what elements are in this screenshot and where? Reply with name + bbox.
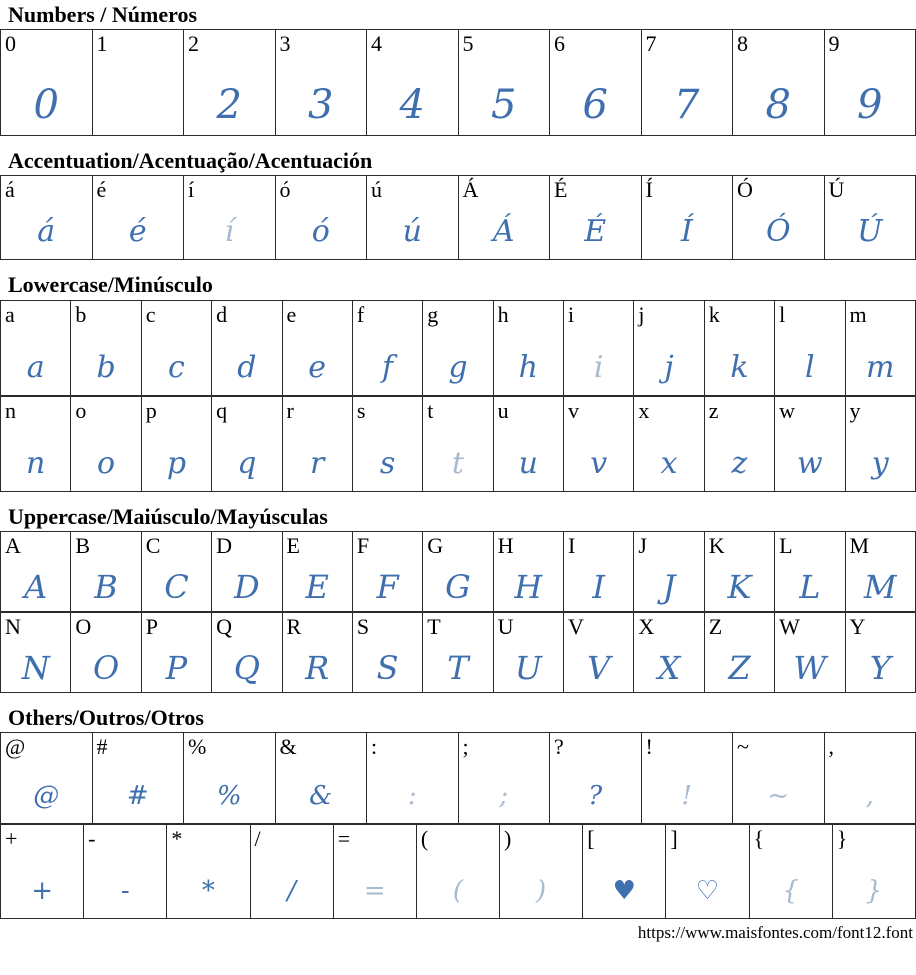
printed-char: w	[779, 397, 796, 423]
glyph-table	[0, 531, 916, 612]
glyph-cell	[634, 396, 704, 491]
printed-char: 0	[5, 31, 16, 57]
handwritten-char: 9	[857, 82, 883, 129]
handwritten-char: U	[514, 648, 542, 687]
glyph-cell	[282, 531, 352, 611]
printed-char: 3	[279, 31, 291, 57]
glyph-cell	[564, 396, 634, 491]
handwritten-char: 4	[399, 82, 425, 129]
handwritten-char: É	[584, 214, 607, 250]
handwritten-char: Á	[492, 214, 515, 250]
printed-char: a	[5, 301, 15, 327]
handwritten-char: o	[97, 445, 116, 481]
printed-char: @	[5, 733, 26, 759]
glyph-cell	[845, 531, 916, 611]
handwritten-char: R	[305, 648, 330, 687]
printed-char: M	[849, 532, 870, 558]
glyph-cell	[282, 396, 352, 491]
glyph-cell	[71, 396, 141, 491]
glyph-cell	[493, 531, 563, 611]
printed-char: Q	[216, 613, 233, 639]
handwritten-char: 7	[674, 82, 700, 129]
glyph-cell	[333, 824, 416, 918]
printed-char: o	[75, 397, 87, 423]
glyph-cell	[458, 176, 550, 260]
handwritten-char: x	[660, 445, 678, 481]
glyph-cell	[458, 732, 550, 823]
glyph-cell	[71, 612, 141, 692]
glyph-cell	[733, 176, 825, 260]
section-accentuation	[0, 149, 916, 260]
handwritten-char: á	[37, 214, 56, 250]
glyph-cell	[84, 824, 167, 918]
glyph-cell	[749, 824, 832, 918]
handwritten-char: K	[727, 567, 752, 606]
handwritten-char: X	[657, 648, 681, 687]
glyph-cell	[704, 396, 774, 491]
printed-char: g	[427, 301, 439, 327]
handwritten-char: }	[865, 875, 883, 906]
printed-char: [	[587, 825, 595, 851]
printed-char: (	[420, 825, 429, 851]
printed-char: %	[188, 733, 207, 759]
printed-char: á	[5, 177, 15, 203]
source-url: https://www.maisfontes.com/font12.font	[637, 922, 913, 942]
printed-char: 8	[737, 31, 748, 57]
handwritten-char: -	[120, 875, 130, 906]
glyph-cell	[282, 612, 352, 692]
printed-char: -	[88, 825, 96, 851]
handwritten-char: E	[305, 567, 329, 606]
handwritten-char: 2	[216, 82, 242, 129]
handwritten-char: V	[587, 648, 611, 687]
glyph-cell	[1, 176, 93, 260]
handwritten-char: ,	[865, 780, 874, 811]
glyph-table	[0, 175, 916, 260]
glyph-cell	[275, 732, 367, 823]
printed-char: 9	[828, 31, 840, 57]
glyph-cell	[824, 176, 916, 260]
section-uppercase	[0, 505, 916, 693]
glyph-cell	[352, 531, 422, 611]
handwritten-char: f	[382, 349, 394, 385]
section-title: Numbers / Números	[8, 2, 198, 27]
glyph-cell	[92, 30, 184, 136]
handwritten-char: 5	[491, 82, 517, 129]
handwritten-char: í	[224, 214, 235, 250]
glyph-cell	[423, 396, 493, 491]
printed-char: :	[371, 733, 378, 759]
printed-char: A	[5, 532, 21, 558]
printed-char: N	[5, 613, 21, 639]
printed-char: j	[638, 301, 645, 327]
glyph-cell	[416, 824, 499, 918]
handwritten-char: S	[376, 648, 399, 687]
handwritten-char: O	[92, 648, 120, 687]
printed-char: 5	[462, 31, 474, 57]
handwritten-char: 0	[33, 82, 59, 129]
handwritten-char: p	[166, 445, 187, 481]
handwritten-char: Y	[869, 648, 891, 687]
printed-char: ,	[828, 733, 834, 759]
printed-char: !	[645, 733, 653, 759]
glyph-cell	[1, 30, 93, 136]
handwritten-char: %	[216, 780, 242, 811]
printed-char: ;	[462, 733, 469, 759]
glyph-cell	[71, 531, 141, 611]
glyph-cell	[92, 176, 184, 260]
glyph-cell	[500, 824, 583, 918]
section-numbers	[0, 3, 916, 136]
printed-char: ~	[737, 733, 749, 759]
printed-char: s	[356, 397, 366, 423]
printed-char: n	[5, 397, 16, 423]
handwritten-char: T	[447, 648, 469, 687]
handwritten-char: D	[233, 567, 260, 606]
handwritten-char: ;	[499, 780, 509, 811]
printed-char: +	[5, 825, 18, 851]
glyph-cell	[1, 732, 93, 823]
glyph-table	[0, 300, 916, 396]
handwritten-char: m	[866, 349, 895, 385]
section-title: Others/Outros/Otros	[8, 704, 204, 730]
glyph-cell	[275, 30, 367, 136]
glyph-cell	[367, 732, 459, 823]
printed-char: y	[849, 397, 861, 423]
printed-char: )	[504, 825, 512, 851]
glyph-cell	[493, 612, 563, 692]
glyph-cell	[1, 531, 71, 611]
glyph-cell	[92, 732, 184, 823]
printed-char: G	[427, 532, 444, 558]
handwritten-char: #	[126, 780, 149, 811]
glyph-cell	[550, 732, 642, 823]
glyph-cell	[733, 732, 825, 823]
glyph-cell	[564, 531, 634, 611]
glyph-cell	[212, 612, 282, 692]
handwritten-char: e	[308, 349, 327, 385]
section-lowercase	[0, 273, 916, 491]
glyph-cell	[212, 531, 282, 611]
handwritten-char: ?	[588, 780, 603, 811]
handwritten-char: L	[799, 567, 821, 606]
handwritten-char: y	[871, 445, 889, 481]
handwritten-char: =	[363, 875, 386, 906]
handwritten-char: C	[164, 567, 189, 606]
printed-char: *	[171, 825, 183, 851]
printed-char: &	[279, 733, 297, 759]
glyph-cell	[704, 612, 774, 692]
handwritten-char: J	[662, 567, 676, 606]
glyph-cell	[282, 300, 352, 395]
glyph-cell	[832, 824, 915, 918]
printed-char: d	[216, 301, 228, 327]
printed-char: J	[638, 532, 647, 558]
glyph-cell	[550, 176, 642, 260]
section-title: Accentuation/Acentuação/Acentuación	[8, 148, 373, 174]
printed-char: b	[75, 301, 87, 327]
printed-char: E	[286, 532, 300, 558]
printed-char: t	[427, 397, 434, 423]
printed-char: r	[286, 397, 294, 423]
glyph-cell	[352, 300, 422, 395]
printed-char: Y	[849, 613, 866, 639]
handwritten-char: )	[536, 875, 547, 906]
glyph-cell	[71, 300, 141, 395]
handwritten-char: g	[448, 349, 468, 385]
glyph-cell	[423, 531, 493, 611]
printed-char: F	[356, 532, 370, 558]
handwritten-char	[93, 125, 184, 135]
printed-char: W	[779, 613, 800, 639]
glyph-cell	[775, 300, 845, 395]
printed-char: ]	[670, 825, 678, 851]
printed-char: ú	[371, 177, 382, 203]
section-others	[0, 706, 916, 919]
glyph-cell	[733, 30, 825, 136]
printed-char: m	[849, 301, 867, 327]
glyph-cell	[141, 531, 211, 611]
printed-char: K	[708, 532, 725, 558]
printed-char: I	[568, 532, 576, 558]
handwritten-char: d	[237, 349, 257, 385]
handwritten-char: k	[730, 349, 749, 385]
printed-char: Ó	[737, 177, 753, 203]
handwritten-char: h	[518, 349, 538, 385]
printed-char: Z	[708, 613, 723, 639]
glyph-cell	[564, 612, 634, 692]
handwritten-char: :	[407, 780, 417, 811]
printed-char: ?	[554, 733, 564, 759]
printed-char: í	[188, 177, 195, 203]
glyph-cell	[1, 300, 71, 395]
handwritten-char: ~	[767, 780, 790, 811]
handwritten-char: ♥	[612, 875, 636, 906]
printed-char: z	[708, 397, 719, 423]
printed-char: c	[145, 301, 156, 327]
glyph-table	[0, 824, 916, 919]
handwritten-char: q	[237, 445, 257, 481]
glyph-cell	[184, 732, 276, 823]
printed-char: Í	[645, 177, 653, 203]
handwritten-char: ú	[402, 214, 422, 250]
glyph-cell	[458, 30, 550, 136]
printed-char: k	[708, 301, 720, 327]
glyph-cell	[641, 732, 733, 823]
printed-char: P	[145, 613, 158, 639]
printed-char: Á	[462, 177, 479, 203]
printed-char: i	[568, 301, 575, 327]
glyph-cell	[423, 612, 493, 692]
handwritten-char: F	[376, 567, 399, 606]
handwritten-char: B	[94, 567, 118, 606]
printed-char: R	[286, 613, 302, 639]
glyph-cell	[641, 176, 733, 260]
handwritten-char: j	[664, 349, 674, 385]
glyph-cell	[550, 30, 642, 136]
glyph-cell	[212, 396, 282, 491]
glyph-cell	[634, 531, 704, 611]
handwritten-char: A	[24, 567, 48, 606]
glyph-cell	[634, 300, 704, 395]
printed-char: S	[356, 613, 370, 639]
glyph-cell	[212, 300, 282, 395]
handwritten-char: 8	[765, 82, 791, 129]
handwritten-char: Í	[680, 214, 693, 250]
printed-char: x	[638, 397, 650, 423]
handwritten-char: r	[310, 445, 325, 481]
printed-char: e	[286, 301, 297, 327]
printed-char: q	[216, 397, 228, 423]
handwritten-char: Z	[728, 648, 751, 687]
glyph-cell	[184, 176, 276, 260]
printed-char: É	[554, 177, 568, 203]
printed-char: é	[96, 177, 107, 203]
glyph-cell	[493, 396, 563, 491]
glyph-cell	[250, 824, 333, 918]
handwritten-char: /	[287, 875, 296, 906]
printed-char: #	[96, 733, 108, 759]
handwritten-char: l	[805, 349, 815, 385]
handwritten-char: z	[731, 445, 748, 481]
glyph-cell	[352, 612, 422, 692]
printed-char: ó	[279, 177, 291, 203]
printed-char: =	[337, 825, 351, 851]
glyph-table	[0, 396, 916, 492]
glyph-cell	[141, 612, 211, 692]
handwritten-char: ♡	[695, 875, 720, 906]
glyph-cell	[704, 300, 774, 395]
printed-char: C	[145, 532, 161, 558]
handwritten-char: s	[379, 445, 396, 481]
handwritten-char: @	[33, 780, 60, 811]
handwritten-char: i	[593, 349, 604, 385]
handwritten-char: *	[201, 875, 215, 906]
printed-char: Ú	[828, 177, 845, 203]
glyph-cell	[1, 824, 84, 918]
glyph-cell	[493, 300, 563, 395]
glyph-cell	[845, 396, 916, 491]
glyph-cell	[352, 396, 422, 491]
glyph-cell	[141, 396, 211, 491]
printed-char: p	[145, 397, 157, 423]
handwritten-char: !	[681, 780, 692, 811]
printed-char: U	[497, 613, 514, 639]
glyph-cell	[666, 824, 749, 918]
printed-char: /	[254, 825, 261, 851]
printed-char: {	[753, 825, 765, 851]
handwritten-char: w	[796, 445, 823, 481]
printed-char: X	[638, 613, 655, 639]
glyph-cell	[367, 30, 459, 136]
printed-char: }	[836, 825, 848, 851]
printed-char: l	[779, 301, 786, 327]
printed-char: 6	[554, 31, 565, 57]
glyph-cell	[845, 612, 916, 692]
handwritten-char: I	[592, 567, 605, 606]
glyph-cell	[704, 531, 774, 611]
handwritten-char: P	[165, 648, 188, 687]
handwritten-char: é	[128, 214, 147, 250]
glyph-table	[0, 612, 916, 693]
glyph-cell	[775, 612, 845, 692]
printed-char: D	[216, 532, 233, 558]
printed-char: V	[568, 613, 584, 639]
printed-char: H	[497, 532, 514, 558]
glyph-cell	[641, 30, 733, 136]
glyph-cell	[564, 300, 634, 395]
handwritten-char: +	[31, 875, 53, 906]
glyph-cell	[184, 30, 276, 136]
handwritten-char: &	[309, 780, 333, 811]
handwritten-char: M	[863, 567, 897, 606]
printed-char: 7	[645, 31, 657, 57]
handwritten-char: a	[26, 349, 45, 385]
handwritten-char: W	[793, 648, 827, 687]
handwritten-char: v	[590, 445, 608, 481]
glyph-cell	[1, 396, 71, 491]
printed-char: B	[75, 532, 91, 558]
handwritten-char: G	[445, 567, 471, 606]
glyph-cell	[824, 30, 916, 136]
glyph-cell	[583, 824, 666, 918]
handwritten-char: H	[514, 567, 543, 606]
printed-char: h	[497, 301, 509, 327]
printed-char: 1	[96, 31, 108, 57]
section-title: Lowercase/Minúsculo	[8, 272, 213, 298]
printed-char: T	[427, 613, 441, 639]
glyph-cell	[845, 300, 916, 395]
glyph-table	[0, 732, 916, 824]
glyph-cell	[775, 396, 845, 491]
handwritten-char: (	[452, 875, 464, 906]
printed-char: v	[568, 397, 579, 423]
glyph-cell	[367, 176, 459, 260]
printed-char: u	[497, 397, 509, 423]
handwritten-char: t	[451, 445, 464, 481]
handwritten-char: N	[21, 648, 50, 687]
glyph-cell	[824, 732, 916, 823]
handwritten-char: n	[26, 445, 46, 481]
printed-char: 4	[371, 31, 382, 57]
glyph-cell	[775, 531, 845, 611]
glyph-cell	[167, 824, 250, 918]
handwritten-char: Ú	[857, 214, 883, 250]
handwritten-char: 3	[308, 82, 334, 129]
handwritten-char: {	[782, 875, 799, 906]
glyph-cell	[1, 612, 71, 692]
glyph-table	[0, 29, 916, 136]
handwritten-char: u	[518, 445, 538, 481]
handwritten-char: 6	[582, 82, 608, 129]
printed-char: L	[779, 532, 793, 558]
handwritten-char: ó	[311, 214, 330, 250]
glyph-cell	[423, 300, 493, 395]
handwritten-char: c	[168, 349, 185, 385]
handwritten-char: Ó	[765, 214, 791, 250]
section-title: Uppercase/Maiúsculo/Mayúsculas	[8, 503, 328, 529]
handwritten-char: Q	[233, 648, 260, 687]
glyph-cell	[634, 612, 704, 692]
printed-char: 2	[188, 31, 199, 57]
glyph-cell	[275, 176, 367, 260]
printed-char: O	[75, 613, 92, 639]
glyph-cell	[141, 300, 211, 395]
printed-char: f	[356, 301, 365, 327]
handwritten-char: b	[96, 349, 116, 385]
